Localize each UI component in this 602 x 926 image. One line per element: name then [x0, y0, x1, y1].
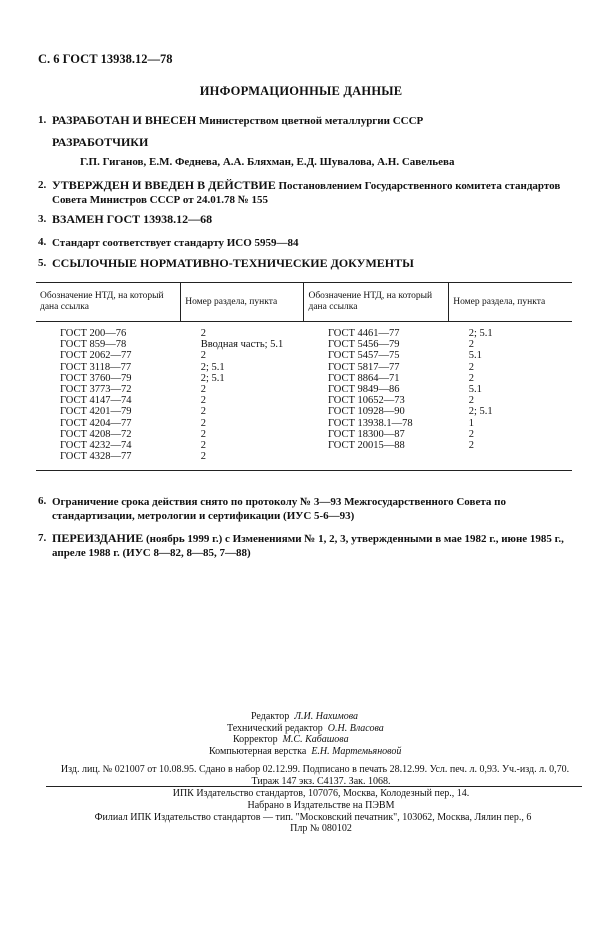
item-1	[38, 113, 568, 128]
table-header-row	[36, 283, 572, 322]
table-cell: ГОСТ 859—78	[60, 339, 127, 351]
table-cell: ГОСТ 9849—86	[327, 384, 400, 396]
table-row	[36, 429, 572, 440]
developers-heading: РАЗРАБОТЧИКИ	[52, 135, 149, 149]
item-text: (ноябрь 1999 г.) с Изменениями № 1, 2, 3, утвержденными в мае 1982 г., июне 1985 г., апреле 1988 г. (ИУС 8—82, 8—85, 7—88)	[52, 533, 564, 559]
table-cell: ГОСТ 5457—75	[327, 350, 400, 362]
item-2	[38, 178, 568, 207]
item-lead: УТВЕРЖДЕН И ВВЕДЕН В ДЕЙСТВИЕ	[52, 178, 276, 192]
item-number: 6.	[38, 495, 47, 507]
developers-names: Г.П. Гиганов, Е.М. Феднева, А.А. Бляхман, Е.Д. Шувалова, А.Н. Савельева	[80, 156, 455, 168]
table-cell	[449, 451, 572, 471]
table-cell	[304, 451, 449, 471]
table-cell: ГОСТ 4208—72	[60, 428, 132, 440]
table-cell: ГОСТ 4201—79	[60, 406, 132, 418]
table-cell: ГОСТ 5456—79	[327, 339, 400, 351]
table-cell: 1	[468, 417, 474, 429]
credit-name: М.С. Кабашова	[282, 734, 349, 745]
table-cell: ГОСТ 3760—79	[60, 372, 132, 384]
table-row	[36, 373, 572, 384]
item-5	[38, 256, 568, 271]
item-lead: ВЗАМЕН ГОСТ 13938.12—68	[52, 212, 213, 226]
table-cell: Вводная часть; 5.1	[200, 339, 284, 351]
credit-name: Л.И. Нахимова	[294, 711, 359, 722]
table-cell: 2	[468, 395, 474, 407]
table-cell: ГОСТ 20015—88	[327, 440, 405, 452]
table-row	[36, 440, 572, 451]
credit-label: Редактор	[251, 711, 290, 722]
publisher-line: ИПК Издательство стандартов, 107076, Москва, Колодезный пер., 14.	[172, 788, 470, 799]
table-cell: 2	[200, 428, 206, 440]
table-cell: ГОСТ 8864—71	[327, 372, 400, 384]
column-header: Номер раздела, пункта	[181, 283, 304, 322]
table-row	[36, 384, 572, 395]
table-cell: 2	[468, 339, 474, 351]
table-row	[36, 350, 572, 361]
credit-label: Компьютерная верстка	[209, 745, 307, 757]
table-cell: 2	[181, 451, 304, 471]
item-number: 1.	[38, 114, 47, 126]
table-cell: 2	[200, 384, 206, 396]
imprint-line: Изд. лиц. № 021007 от 10.08.95. Сдано в набор 02.12.99. Подписано в печать 28.12.99. Усл. печ. л. 0,93. Уч.-изд. л. 0,70.	[60, 764, 570, 775]
table-cell: ГОСТ 10652—73	[327, 395, 405, 407]
page-header: С. 6 ГОСТ 13938.12—78	[38, 52, 173, 66]
item-lead: РАЗРАБОТАН И ВНЕСЕН	[52, 113, 197, 127]
item-3	[38, 212, 568, 227]
column-header: Обозначение НТД, на который дана ссылка	[304, 283, 449, 322]
table-cell: 2; 5.1	[468, 406, 493, 418]
table-cell: 2	[200, 440, 206, 452]
credit-name: О.Н. Власова	[327, 722, 384, 734]
table-cell: 2	[468, 372, 474, 384]
table-cell: 2	[468, 440, 474, 452]
item-6	[38, 494, 568, 523]
table-cell: 5.1	[468, 350, 482, 362]
item-number: 3.	[38, 213, 47, 225]
item-lead: ПЕРЕИЗДАНИЕ	[52, 531, 144, 545]
item-text: Министерством цветной металлургии СССР	[196, 115, 424, 127]
table-row	[36, 418, 572, 429]
table-cell: ГОСТ 4328—77	[36, 451, 181, 471]
table-cell: ГОСТ 13938.1—78	[327, 417, 413, 429]
credit-label: Корректор	[233, 734, 278, 745]
credit-layout	[209, 746, 602, 758]
imprint-line: Тираж 147 экз. С4137. Зак. 1068.	[251, 775, 391, 787]
table-cell: 5.1	[468, 384, 482, 396]
table-cell: 2	[468, 361, 474, 373]
item-lead: ССЫЛОЧНЫЕ НОРМАТИВНО-ТЕХНИЧЕСКИЕ ДОКУМЕНТЫ	[52, 256, 414, 270]
table-cell: ГОСТ 4461—77	[327, 328, 400, 339]
item-4	[38, 235, 568, 250]
table-cell: ГОСТ 4147—74	[60, 395, 132, 407]
item-text: Постановлением Государственного комитета стандартов Совета Министров СССР от 24.01.78 № 155	[52, 180, 561, 206]
table-cell: 2; 5.1	[200, 372, 225, 384]
credit-editor	[251, 711, 602, 723]
table-cell: ГОСТ 3118—77	[60, 361, 132, 373]
table-row	[36, 395, 572, 406]
credit-label: Технический редактор	[227, 722, 323, 734]
table-cell: 2	[468, 428, 474, 440]
table-cell: ГОСТ 10928—90	[327, 406, 405, 418]
table-cell: 2	[200, 395, 206, 407]
publisher-line: Плр № 080102	[290, 823, 352, 835]
table-cell: ГОСТ 2062—77	[60, 350, 132, 362]
credit-corrector	[233, 734, 602, 746]
column-header: Обозначение НТД, на который дана ссылка	[36, 283, 181, 322]
credits	[0, 711, 602, 757]
table-row	[36, 451, 572, 471]
item-text: Ограничение срока действия снято по протоколу № 3—93 Межгосударственного Совета по стандартизации, метрологии и сертификации (ИУС 5-6—93)	[52, 496, 506, 522]
reference-documents-table	[36, 282, 572, 471]
item-number: 5.	[38, 257, 47, 269]
credit-tech-editor	[227, 723, 602, 735]
item-7	[38, 531, 568, 560]
imprint	[0, 764, 602, 787]
publisher-line: Набрано в Издательстве на ПЭВМ	[247, 799, 395, 811]
publisher-info	[0, 788, 602, 835]
table-cell: 2	[200, 417, 206, 429]
doc-title: ИНФОРМАЦИОННЫЕ ДАННЫЕ	[199, 84, 403, 98]
item-text: Стандарт соответствует стандарту ИСО 5959—84	[52, 237, 299, 249]
publisher-line: Филиал ИПК Издательство стандартов — тип. "Московский печатник", 103062, Москва, Лялин пер., 6	[94, 811, 532, 823]
table-row	[36, 406, 572, 417]
table-cell: ГОСТ 200—76	[60, 328, 127, 339]
item-number: 2.	[38, 179, 47, 191]
table-cell: 2	[200, 406, 206, 418]
table-cell: 2	[200, 328, 206, 339]
divider	[46, 786, 582, 787]
item-number: 7.	[38, 532, 47, 544]
table-cell: 2	[200, 350, 206, 362]
credit-name: Е.Н. Мартемьяновой	[311, 745, 402, 757]
table-row	[36, 362, 572, 373]
table-row	[36, 339, 572, 350]
table-cell: ГОСТ 18300—87	[327, 428, 405, 440]
table-cell: ГОСТ 4204—77	[60, 417, 132, 429]
table-cell: ГОСТ 5817—77	[327, 361, 400, 373]
table-row	[36, 322, 572, 340]
item-number: 4.	[38, 236, 47, 248]
table-cell: 2; 5.1	[200, 361, 225, 373]
table-cell: 2; 5.1	[468, 328, 493, 339]
column-header: Номер раздела, пункта	[449, 283, 572, 322]
table-cell: ГОСТ 4232—74	[60, 440, 132, 452]
table-cell: ГОСТ 3773—72	[60, 384, 132, 396]
